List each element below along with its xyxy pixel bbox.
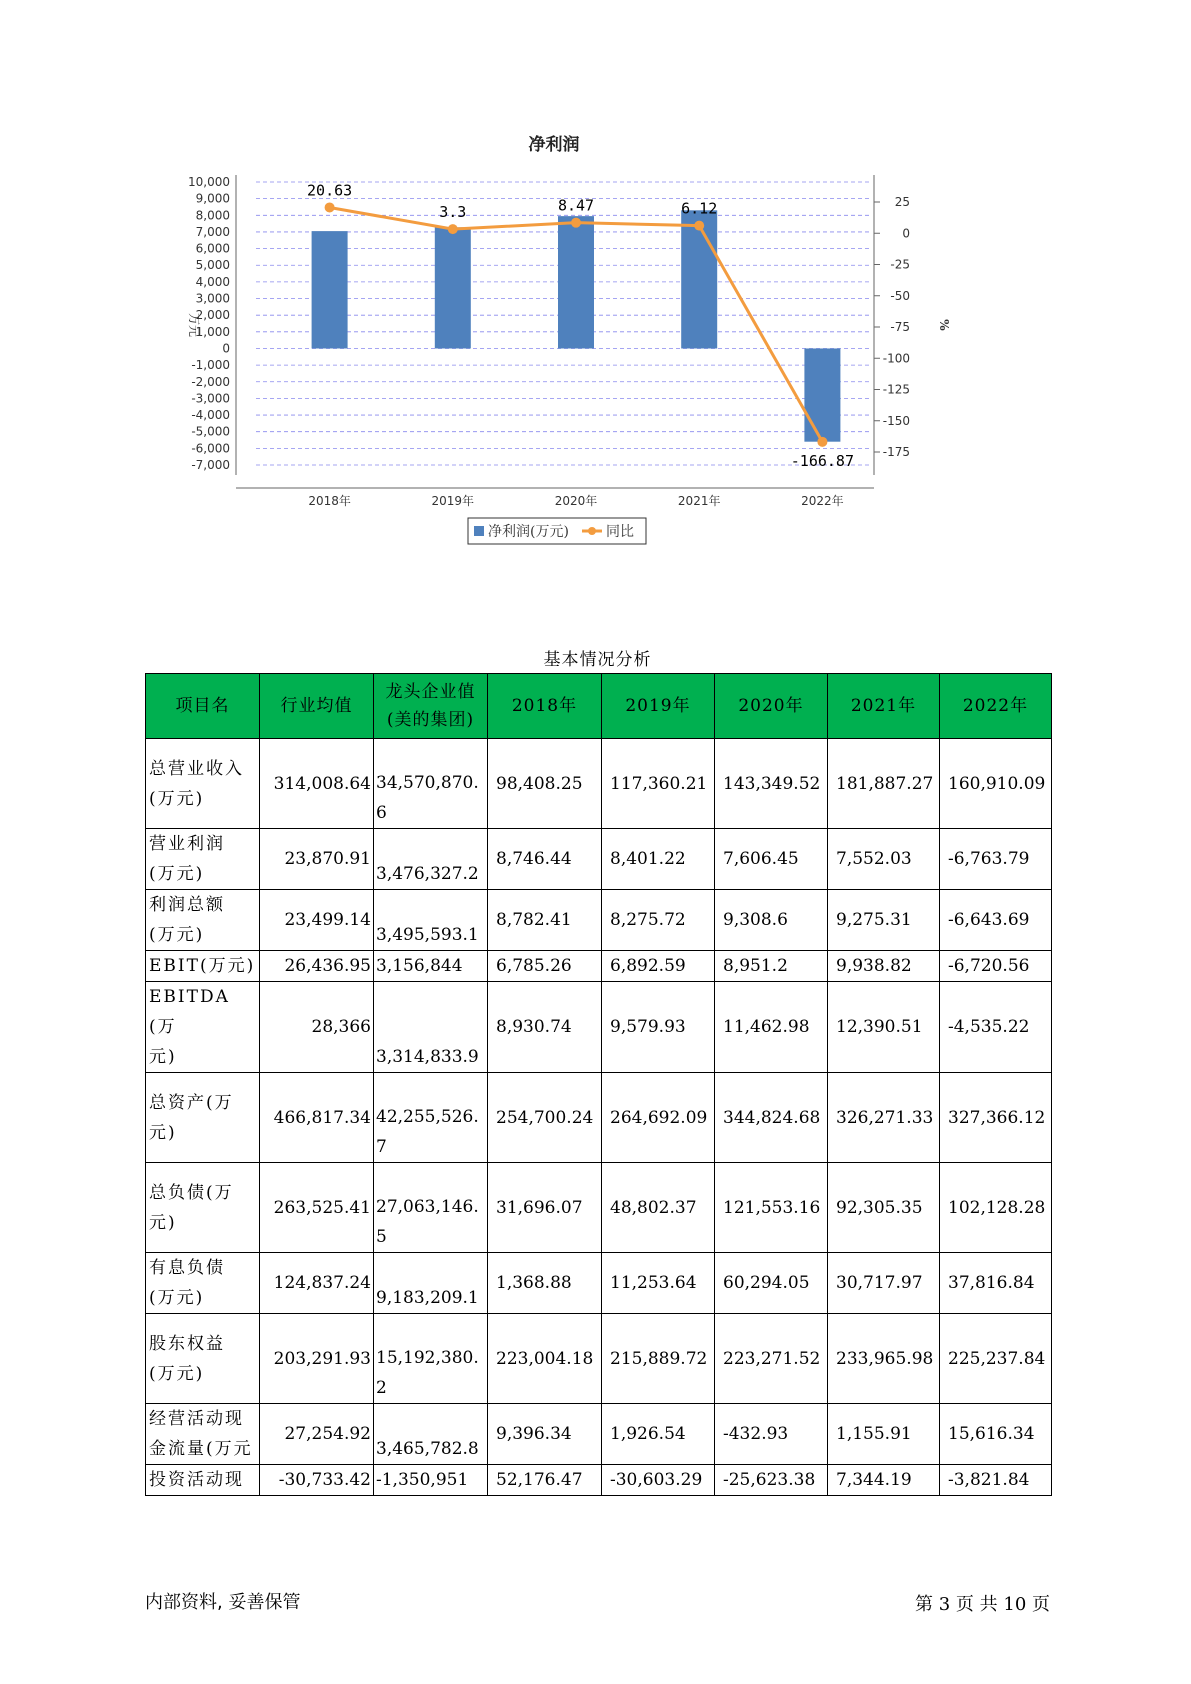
industry-average-cell: 466,817.34: [260, 1073, 374, 1163]
year-value-cell-2018: 8,930.74: [488, 982, 602, 1073]
leader-value-line: 15,192,380.: [376, 1348, 479, 1368]
y-tick-label: -3,000: [191, 391, 230, 406]
year-value-cell-2021: 181,887.27: [828, 739, 940, 829]
y-tick-label: 1,000: [195, 324, 230, 339]
year-value-cell-2019: 117,360.21: [602, 739, 715, 829]
footer-page-number: 第 3 页 共 10 页: [915, 1594, 1050, 1615]
year-value-cell-2019: 8,401.22: [602, 829, 715, 890]
leader-value-cell: [374, 1314, 488, 1404]
leader-value-cell: [374, 982, 488, 1073]
item-name-line: 总资产(万: [149, 1092, 234, 1113]
year-value-cell-2018: 98,408.25: [488, 739, 602, 829]
table-row: [146, 1314, 1052, 1404]
leader-value-line: 2: [376, 1378, 387, 1398]
header-cell: [602, 674, 715, 739]
item-name-line: 有息负债: [149, 1258, 225, 1278]
year-value-cell-2022: 37,816.84: [940, 1253, 1052, 1314]
y-tick-label: 10,000: [188, 175, 230, 189]
item-name-cell: [146, 1314, 260, 1404]
item-name-cell: [146, 1465, 260, 1496]
year-value-cell-2020: 121,553.16: [715, 1163, 828, 1253]
year-value-cell-2022: -4,535.22: [940, 982, 1052, 1073]
item-name-line: 元): [149, 1047, 177, 1067]
table-row: [146, 890, 1052, 951]
year-value-cell-2020: 223,271.52: [715, 1314, 828, 1404]
legend-swatch-dot: [588, 527, 596, 535]
header-cell: [940, 674, 1052, 739]
item-name-cell: [146, 1073, 260, 1163]
yoy-point-3: [694, 221, 704, 231]
year-value-cell-2022: 327,366.12: [940, 1073, 1052, 1163]
y2-tick-label: 0: [902, 226, 910, 241]
year-value-cell-2018: 254,700.24: [488, 1073, 602, 1163]
y2-tick-label: -75: [890, 320, 910, 334]
year-value-cell-2018: 9,396.34: [488, 1404, 602, 1465]
item-name-cell: [146, 1404, 260, 1465]
table-row: [146, 951, 1052, 982]
header-label: 2022年: [962, 696, 1029, 716]
year-value-cell-2019: 11,253.64: [602, 1253, 715, 1314]
year-value-cell-2022: 225,237.84: [940, 1314, 1052, 1404]
year-value-cell-2021: 30,717.97: [828, 1253, 940, 1314]
yoy-point-1: [448, 224, 458, 234]
item-name-line: (万元): [149, 864, 205, 884]
table-row: [146, 1465, 1052, 1496]
year-value-cell-2022: 15,616.34: [940, 1404, 1052, 1465]
item-name-cell: [146, 982, 260, 1073]
year-value-cell-2021: 326,271.33: [828, 1073, 940, 1163]
industry-average-cell: 314,008.64: [260, 739, 374, 829]
leader-value-cell: [374, 739, 488, 829]
year-value-cell-2021: 9,938.82: [828, 951, 940, 982]
yoy-data-label: 20.63: [307, 181, 353, 200]
header-label: 龙头企业值: [385, 682, 476, 702]
year-value-cell-2020: -432.93: [715, 1404, 828, 1465]
table-row: [146, 829, 1052, 890]
leader-value-cell: [374, 951, 488, 982]
industry-average-cell: 263,525.41: [260, 1163, 374, 1253]
x-tick-label: 2022年: [801, 494, 844, 508]
yoy-data-label: 3.3: [439, 203, 467, 222]
y-tick-label: -2,000: [191, 374, 230, 389]
year-value-cell-2019: 264,692.09: [602, 1073, 715, 1163]
year-value-cell-2019: 6,892.59: [602, 951, 715, 982]
y-tick-label: 5,000: [195, 258, 230, 273]
legend-label-line: 同比: [606, 524, 634, 540]
footer-confidential-note: 内部资料, 妥善保管: [145, 1592, 301, 1613]
item-name-line: 投资活动现: [149, 1470, 244, 1490]
x-tick-label: 2018年: [308, 494, 351, 508]
y-tick-label: 6,000: [195, 241, 230, 256]
table-row: [146, 1404, 1052, 1465]
year-value-cell-2021: 92,305.35: [828, 1163, 940, 1253]
leader-value-line: 34,570,870.: [376, 773, 479, 793]
y2-tick-label: -175: [882, 445, 910, 459]
year-value-cell-2021: 9,275.31: [828, 890, 940, 951]
header-label: 2019年: [625, 696, 691, 716]
yoy-point-4: [817, 437, 827, 447]
y2-axis-title: %: [937, 319, 951, 331]
year-value-cell-2019: -30,603.29: [602, 1465, 715, 1496]
leader-value-line: 5: [376, 1227, 387, 1247]
y-tick-label: -6,000: [191, 441, 230, 456]
header-cell: [374, 674, 488, 739]
bar-3: [681, 210, 717, 348]
leader-value-line: 3,495,593.1: [376, 925, 479, 945]
leader-value-cell: [374, 1404, 488, 1465]
header-cell: [146, 674, 260, 739]
y-tick-label: 4,000: [195, 274, 230, 289]
table-row: [146, 1253, 1052, 1314]
y-tick-label: 9,000: [195, 191, 230, 206]
leader-value-cell: [374, 890, 488, 951]
header-label: 行业均值: [280, 696, 353, 716]
year-value-cell-2018: 52,176.47: [488, 1465, 602, 1496]
header-label: 2021年: [850, 696, 917, 716]
item-name-line: (万元): [149, 1288, 205, 1308]
chart-svg: [150, 130, 1050, 600]
table-row: [146, 1163, 1052, 1253]
header-cell: [260, 674, 374, 739]
year-value-cell-2020: 8,951.2: [715, 951, 828, 982]
item-name-line: 金流量(万元: [149, 1439, 253, 1459]
leader-value-line: 9,183,209.1: [376, 1288, 479, 1308]
leader-value-line: 3,476,327.2: [376, 864, 479, 884]
industry-average-cell: 28,366: [260, 982, 374, 1073]
y-axis-title: 万元: [187, 312, 201, 338]
item-name-line: (万元): [149, 1363, 205, 1384]
header-label: 2018年: [511, 696, 578, 716]
year-value-cell-2022: -3,821.84: [940, 1465, 1052, 1496]
yoy-data-label: 8.47: [557, 196, 595, 215]
y-tick-label: -5,000: [191, 424, 230, 439]
y2-tick-label: 25: [894, 195, 910, 209]
legend-swatch-bar: [474, 526, 484, 536]
item-name-line: EBITDA(万: [149, 987, 230, 1037]
bar-1: [435, 227, 471, 348]
year-value-cell-2020: 7,606.45: [715, 829, 828, 890]
header-cell: [715, 674, 828, 739]
y2-tick-label: -50: [890, 288, 910, 303]
year-value-cell-2021: 7,344.19: [828, 1465, 940, 1496]
legend-label-bar: 净利润(万元): [488, 524, 569, 540]
y-tick-label: 7,000: [195, 224, 230, 239]
item-name-line: EBIT(万元): [149, 956, 256, 976]
year-value-cell-2020: 143,349.52: [715, 739, 828, 829]
leader-value-cell: [374, 1465, 488, 1496]
item-name-line: 经营活动现: [149, 1409, 244, 1429]
table-header-row: [146, 674, 1052, 739]
year-value-cell-2021: 12,390.51: [828, 982, 940, 1073]
y-tick-label: 3,000: [195, 291, 230, 306]
leader-value-cell: [374, 1073, 488, 1163]
leader-value-line: 6: [376, 803, 387, 823]
net-profit-chart: [150, 130, 1050, 600]
leader-value-line: -1,350,951: [376, 1470, 469, 1490]
header-label-line2: (美的集团): [386, 710, 475, 730]
leader-value-line: 42,255,526.: [376, 1107, 479, 1127]
year-value-cell-2022: 160,910.09: [940, 739, 1052, 829]
year-value-cell-2022: -6,720.56: [940, 951, 1052, 982]
yoy-data-label: -166.87: [790, 451, 855, 470]
leader-value-line: 3,465,782.8: [376, 1439, 479, 1459]
leader-value-cell: [374, 1253, 488, 1314]
y-tick-label: 2,000: [195, 308, 230, 323]
table-row: [146, 739, 1052, 829]
y2-tick-label: -100: [882, 351, 910, 366]
leader-value-line: 3,314,833.9: [376, 1047, 479, 1067]
year-value-cell-2020: -25,623.38: [715, 1465, 828, 1496]
item-name-line: 股东权益: [149, 1333, 225, 1354]
item-name-line: 元): [149, 1122, 177, 1143]
industry-average-cell: 26,436.95: [260, 951, 374, 982]
bar-2: [558, 216, 594, 348]
item-name-cell: [146, 739, 260, 829]
table-row: [146, 982, 1052, 1073]
table-caption: 基本情况分析: [543, 650, 652, 670]
leader-value-line: 27,063,146.: [376, 1197, 479, 1217]
industry-average-cell: 23,499.14: [260, 890, 374, 951]
year-value-cell-2019: 9,579.93: [602, 982, 715, 1073]
header-label: 2020年: [738, 696, 804, 716]
year-value-cell-2020: 9,308.6: [715, 890, 828, 951]
industry-average-cell: 124,837.24: [260, 1253, 374, 1314]
item-name-line: (万元): [149, 925, 205, 945]
item-name-cell: [146, 1163, 260, 1253]
industry-average-cell: -30,733.42: [260, 1465, 374, 1496]
industry-average-cell: 27,254.92: [260, 1404, 374, 1465]
year-value-cell-2018: 8,782.41: [488, 890, 602, 951]
year-value-cell-2020: 60,294.05: [715, 1253, 828, 1314]
y-tick-label: -4,000: [191, 408, 230, 423]
year-value-cell-2021: 7,552.03: [828, 829, 940, 890]
item-name-line: 总营业收入: [149, 758, 244, 779]
table-row: [146, 1073, 1052, 1163]
item-name-cell: [146, 829, 260, 890]
y2-tick-label: -25: [890, 257, 910, 272]
year-value-cell-2018: 31,696.07: [488, 1163, 602, 1253]
x-tick-label: 2019年: [431, 494, 475, 508]
yoy-point-0: [325, 202, 335, 212]
basic-analysis-table: [145, 673, 1052, 1496]
year-value-cell-2018: 6,785.26: [488, 951, 602, 982]
year-value-cell-2018: 223,004.18: [488, 1314, 602, 1404]
year-value-cell-2019: 1,926.54: [602, 1404, 715, 1465]
year-value-cell-2022: 102,128.28: [940, 1163, 1052, 1253]
x-tick-label: 2020年: [554, 494, 598, 508]
bar-0: [312, 231, 348, 348]
leader-value-cell: [374, 829, 488, 890]
leader-value-line: 7: [376, 1137, 387, 1157]
year-value-cell-2018: 8,746.44: [488, 829, 602, 890]
year-value-cell-2019: 8,275.72: [602, 890, 715, 951]
y2-tick-label: -150: [882, 413, 910, 428]
item-name-line: 利润总额: [149, 895, 225, 915]
item-name-cell: [146, 1253, 260, 1314]
y2-tick-label: -125: [882, 382, 910, 397]
bar-4: [804, 348, 840, 441]
year-value-cell-2021: 1,155.91: [828, 1404, 940, 1465]
yoy-point-2: [571, 218, 581, 228]
item-name-cell: [146, 951, 260, 982]
leader-value-line: 3,156,844: [376, 956, 463, 976]
industry-average-cell: 23,870.91: [260, 829, 374, 890]
item-name-line: 营业利润: [149, 834, 225, 854]
industry-average-cell: 203,291.93: [260, 1314, 374, 1404]
year-value-cell-2020: 11,462.98: [715, 982, 828, 1073]
item-name-line: (万元): [149, 788, 205, 809]
y-tick-label: 8,000: [195, 208, 230, 223]
year-value-cell-2019: 215,889.72: [602, 1314, 715, 1404]
y-tick-label: -1,000: [191, 358, 230, 373]
header-cell: [828, 674, 940, 739]
y-tick-label: -7,000: [191, 458, 230, 472]
chart-title: 净利润: [528, 135, 580, 155]
item-name-cell: [146, 890, 260, 951]
year-value-cell-2022: -6,763.79: [940, 829, 1052, 890]
leader-value-cell: [374, 1163, 488, 1253]
item-name-line: 总负债(万: [149, 1182, 234, 1203]
header-cell: [488, 674, 602, 739]
year-value-cell-2021: 233,965.98: [828, 1314, 940, 1404]
header-label: 项目名: [175, 696, 230, 716]
year-value-cell-2018: 1,368.88: [488, 1253, 602, 1314]
year-value-cell-2022: -6,643.69: [940, 890, 1052, 951]
y-tick-label: 0: [222, 341, 230, 356]
yoy-data-label: 6.12: [681, 199, 718, 218]
year-value-cell-2019: 48,802.37: [602, 1163, 715, 1253]
x-tick-label: 2021年: [677, 494, 721, 508]
item-name-line: 元): [149, 1212, 177, 1233]
year-value-cell-2020: 344,824.68: [715, 1073, 828, 1163]
